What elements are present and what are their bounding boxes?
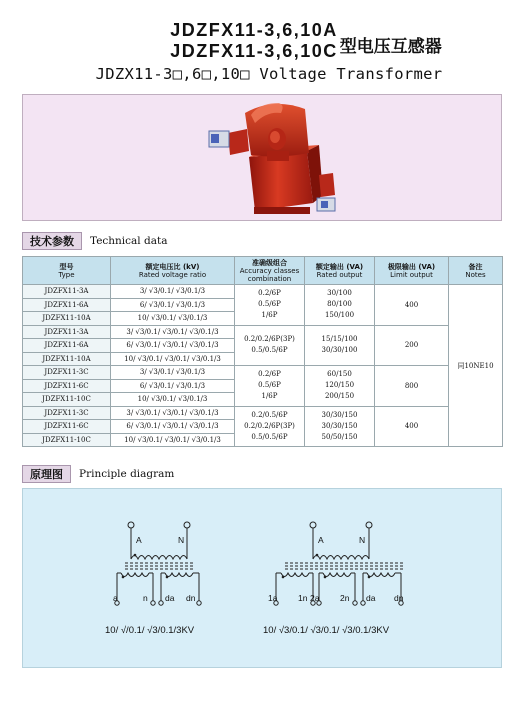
technical-data-badge: 技术参数 (22, 232, 82, 250)
cell-ratio: 3/ √3/0.1/ √3/0.1/ √3/0.1/3 (111, 325, 235, 339)
header-type: 型号 Type (23, 257, 111, 285)
title-english: JDZX11-3□,6□,10□ Voltage Transformer (95, 65, 443, 83)
table-row (23, 285, 503, 299)
table-row (23, 325, 503, 339)
left-primary-label-n: N (178, 535, 185, 545)
right-secondary-label: da (366, 593, 376, 603)
cell-limit-output: 200 (375, 325, 449, 366)
cell-type: JDZFX11-6C (23, 379, 111, 393)
left-secondary-label: dn (186, 593, 196, 603)
cell-type: JDZFX11-6A (23, 339, 111, 353)
cell-type: JDZFX11-3A (23, 325, 111, 339)
table-header-row (23, 257, 503, 285)
title-block (0, 20, 528, 83)
principle-diagram-heading (22, 465, 174, 483)
table-row (23, 406, 503, 420)
cell-ratio: 3/ √3/0.1/ √3/0.1/3 (111, 366, 235, 380)
left-voltage-formula: 10/ √/0.1/ √3/0.1/3KV (105, 625, 195, 636)
cell-ratio: 6/ √3/0.1/ √3/0.1/3 (111, 379, 235, 393)
right-secondary-label: 2n (340, 593, 350, 603)
cell-type: JDZFX11-10A (23, 312, 111, 326)
cell-ratio: 6/ √3/0.1/ √3/0.1/3 (111, 298, 235, 312)
principle-diagram-badge: 原理图 (22, 465, 71, 483)
header-notes: 备注 Notes (449, 257, 503, 285)
cell-ratio: 6/ √3/0.1/ √3/0.1/ √3/0.1/3 (111, 339, 235, 353)
cell-accuracy: 0.2/0.5/6P 0.2/0.2/6P(3P) 0.5/0.5/6P (235, 406, 305, 447)
cell-ratio: 6/ √3/0.1/ √3/0.1/ √3/0.1/3 (111, 420, 235, 434)
cell-ratio: 3/ √3/0.1/ √3/0.1/3 (111, 285, 235, 299)
cell-ratio: 3/ √3/0.1/ √3/0.1/ √3/0.1/3 (111, 406, 235, 420)
cell-notes: 同10NE10 (449, 285, 503, 447)
right-secondary-label: 1a (268, 593, 278, 603)
cell-accuracy: 0.2/6P 0.5/6P 1/6P (235, 366, 305, 407)
technical-data-heading (22, 232, 167, 250)
cell-type: JDZFX11-3C (23, 366, 111, 380)
header-limit-output: 极限输出 (VA) Limit output (375, 257, 449, 285)
cell-type: JDZFX11-3C (23, 406, 111, 420)
cell-limit-output: 800 (375, 366, 449, 407)
cell-rated-output: 15/15/100 30/30/100 (305, 325, 375, 366)
cell-limit-output: 400 (375, 285, 449, 326)
right-primary-label-a: A (318, 535, 324, 545)
cell-type: JDZFX11-10C (23, 433, 111, 447)
technical-data-label: Technical data (90, 235, 168, 247)
wiring-diagram-svg (23, 489, 503, 669)
cell-rated-output: 30/100 80/100 150/100 (305, 285, 375, 326)
technical-data-table (22, 256, 503, 447)
title-line-2: JDZFX11-3,6,10C (170, 41, 338, 61)
title-line-1: JDZFX11-3,6,10A (170, 20, 338, 40)
cell-accuracy: 0.2/6P 0.5/6P 1/6P (235, 285, 305, 326)
cell-type: JDZFX11-10C (23, 393, 111, 407)
cell-ratio: 10/ √3/0.1/ √3/0.1/3 (111, 393, 235, 407)
right-secondary-label: dn (394, 593, 404, 603)
left-secondary-label: a (113, 593, 118, 603)
header-voltage-ratio: 额定电压比 (kV) Rated voltage ratio (111, 257, 235, 285)
left-primary-label-a: A (136, 535, 142, 545)
title-chinese: 型电压互感器 (339, 37, 442, 57)
cell-type: JDZFX11-3A (23, 285, 111, 299)
cell-rated-output: 30/30/150 30/30/150 50/50/150 (305, 406, 375, 447)
right-voltage-formula: 10/ √3/0.1/ √3/0.1/ √3/0.1/3KV (263, 625, 390, 636)
left-secondary-label: da (165, 593, 175, 603)
table-row (23, 366, 503, 380)
cell-type: JDZFX11-6C (23, 420, 111, 434)
right-secondary-label: 1n (298, 593, 308, 603)
header-accuracy: 准确级组合 Accuracy classes combination (235, 257, 305, 285)
cell-type: JDZFX11-10A (23, 352, 111, 366)
principle-diagram (22, 488, 502, 668)
cell-ratio: 10/ √3/0.1/ √3/0.1/3 (111, 312, 235, 326)
cell-ratio: 10/ √3/0.1/ √3/0.1/ √3/0.1/3 (111, 433, 235, 447)
right-secondary-label: 2a (310, 593, 320, 603)
cell-accuracy: 0.2/0.2/6P(3P) 0.5/0.5/6P (235, 325, 305, 366)
cell-ratio: 10/ √3/0.1/ √3/0.1/ √3/0.1/3 (111, 352, 235, 366)
principle-diagram-label: Principle diagram (79, 468, 175, 480)
transformer-illustration (23, 95, 502, 221)
left-secondary-label: n (143, 593, 148, 603)
cell-rated-output: 60/150 120/150 200/150 (305, 366, 375, 407)
cell-limit-output: 400 (375, 406, 449, 447)
title-model-group (170, 20, 442, 62)
product-photo (22, 94, 502, 221)
cell-type: JDZFX11-6A (23, 298, 111, 312)
header-rated-output: 额定输出 (VA) Rated output (305, 257, 375, 285)
right-primary-label-n: N (359, 535, 366, 545)
